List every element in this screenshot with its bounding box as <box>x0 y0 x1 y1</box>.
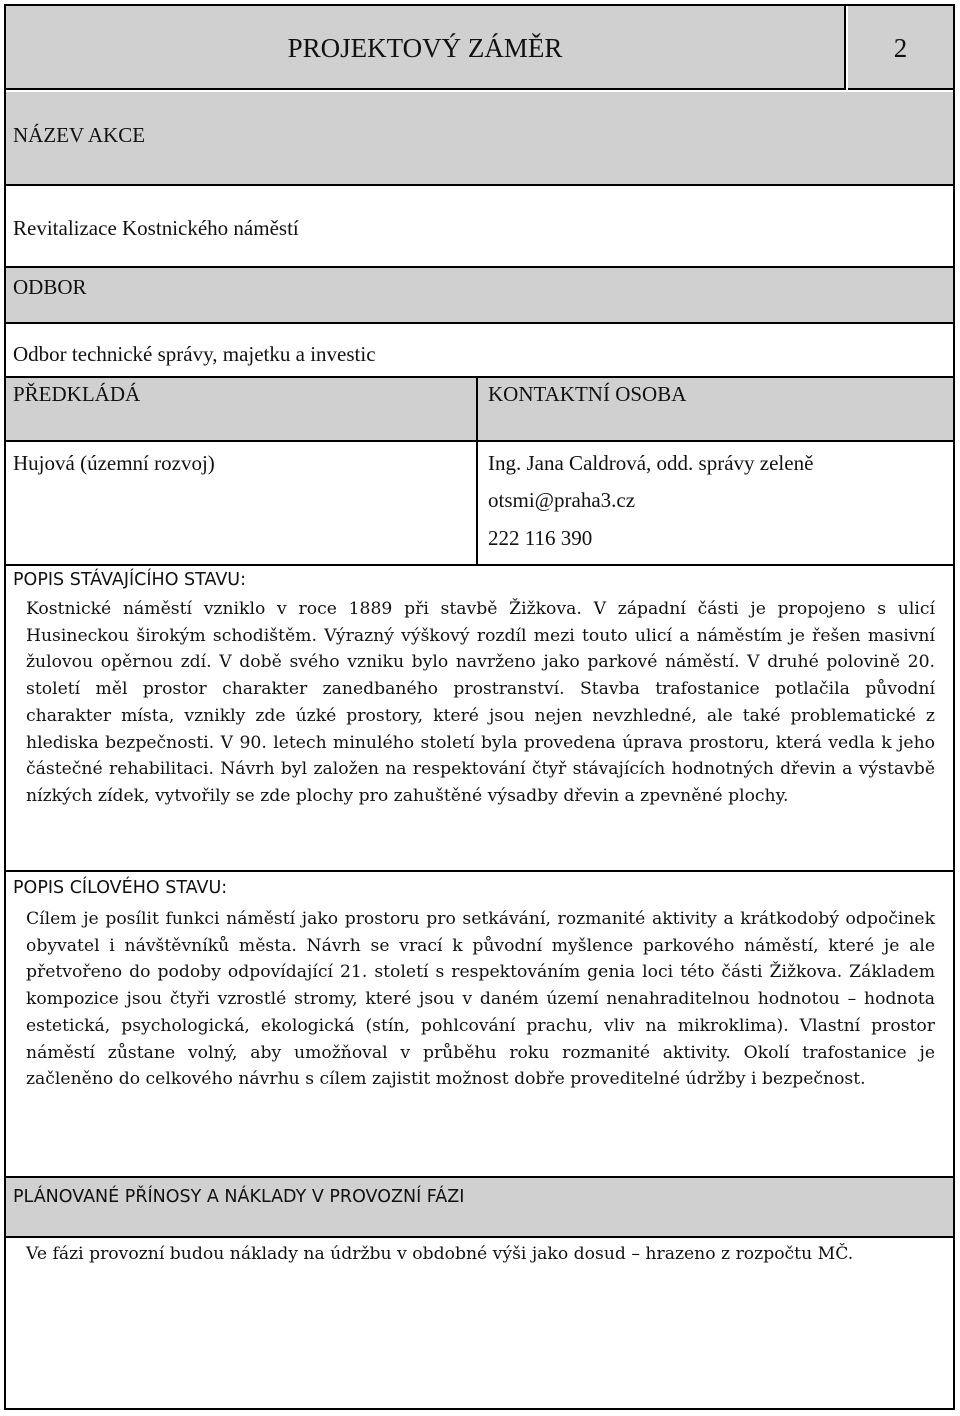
submitter-cell <box>6 442 478 564</box>
contact-email[interactable]: otsmi@praha3.cz <box>488 488 636 512</box>
action-name-row <box>6 188 953 266</box>
page-number-cell <box>848 6 953 90</box>
page-title: PROJEKTOVÝ ZÁMĚR <box>287 33 563 63</box>
contact-name: Ing. Jana Caldrová, odd. správy zeleně <box>488 451 814 475</box>
department-value: Odbor technické správy, majetku a investic <box>13 342 376 366</box>
target-state-label: POPIS CÍLOVÉHO STAVU: <box>13 878 228 898</box>
current-state-label: POPIS STÁVAJÍCÍHO STAVU: <box>13 570 246 590</box>
contact-phone: 222 116 390 <box>488 526 593 550</box>
target-state-text: Cílem je posílit funkci náměstí jako prostoru pro setkávání, rozmanité aktivity a krátkodobý odpočinek obyvatel i návštěvníků města. Návrh se vrací k původní myšlence parkového náměstí, které je ale přetvořeno do podoby odpovídající 21. století s respektováním genia loci této části Žižkova. Základem kompozice jsou čtyři vzrostlé stromy, které jsou v daném území nenahraditelnou hodnotou – hodnota estetická, psychologická, ekologická (stín, pohlcování prachu, vliv na mikroklima). Vlastní prostor náměstí zůstane volný, aby umožňoval v průběhu roku rozmanité aktivity. Okolí trafostanice je začleněno do celkového návrhu s cílem zajistit možnost dobře proveditelné údržby i bezpečnost. <box>26 909 935 1090</box>
department-header <box>6 266 953 324</box>
contact-cell <box>478 442 953 564</box>
benefits-header <box>6 1176 953 1238</box>
current-state-section <box>6 564 953 870</box>
submitter-label: PŘEDKLÁDÁ <box>13 382 141 406</box>
department-label: ODBOR <box>13 275 87 299</box>
action-name-label: NÁZEV AKCE <box>13 123 146 147</box>
benefits-row <box>6 1238 953 1408</box>
page-number: 2 <box>893 33 908 63</box>
contact-header <box>478 376 953 442</box>
target-state-section <box>6 870 953 1176</box>
current-state-text: Kostnické náměstí vzniklo v roce 1889 při stavbě Žižkova. V západní části je propojeno s ulicí Husineckou širokým schodištěm. Výrazný výškový rozdíl mezi touto ulicí a náměstím je řešen masivní žulovou opěrnou zdí. V době svého vzniku bylo navrženo jako parkové náměstí. V druhé polovině 20. století měl prostor charakter zanedbaného prostranství. Stavba trafostanice potlačila původní charakter místa, vznikly zde úzké prostory, které jsou nejen nevzhledné, ale také problematické z hlediska bezpečnosti. V 90. letech minulého století byla provedena úprava prostoru, která vedla k jeho částečné rehabilitaci. Návrh byl založen na respektování čtyř stávajících hodnotných dřevin a výstavbě nízkých zídek, vytvořily se zde plochy pro zahuštěné výsadby dřevin a zpevněné plochy. <box>26 599 935 806</box>
title-bar <box>6 6 846 90</box>
department-row <box>6 324 953 376</box>
submitter-header <box>6 376 478 442</box>
contact-label: KONTAKTNÍ OSOBA <box>488 382 687 406</box>
submitter-value: Hujová (územní rozvoj) <box>13 451 215 475</box>
benefits-label: PLÁNOVANÉ PŘÍNOSY A NÁKLADY V PROVOZNÍ FÁZI <box>13 1187 465 1207</box>
action-name-header <box>6 92 953 186</box>
action-name-value: Revitalizace Kostnického náměstí <box>13 216 299 240</box>
benefits-text: Ve fázi provozní budou náklady na údržbu v obdobné výši jako dosud – hrazeno z rozpočtu MČ. <box>26 1244 854 1264</box>
